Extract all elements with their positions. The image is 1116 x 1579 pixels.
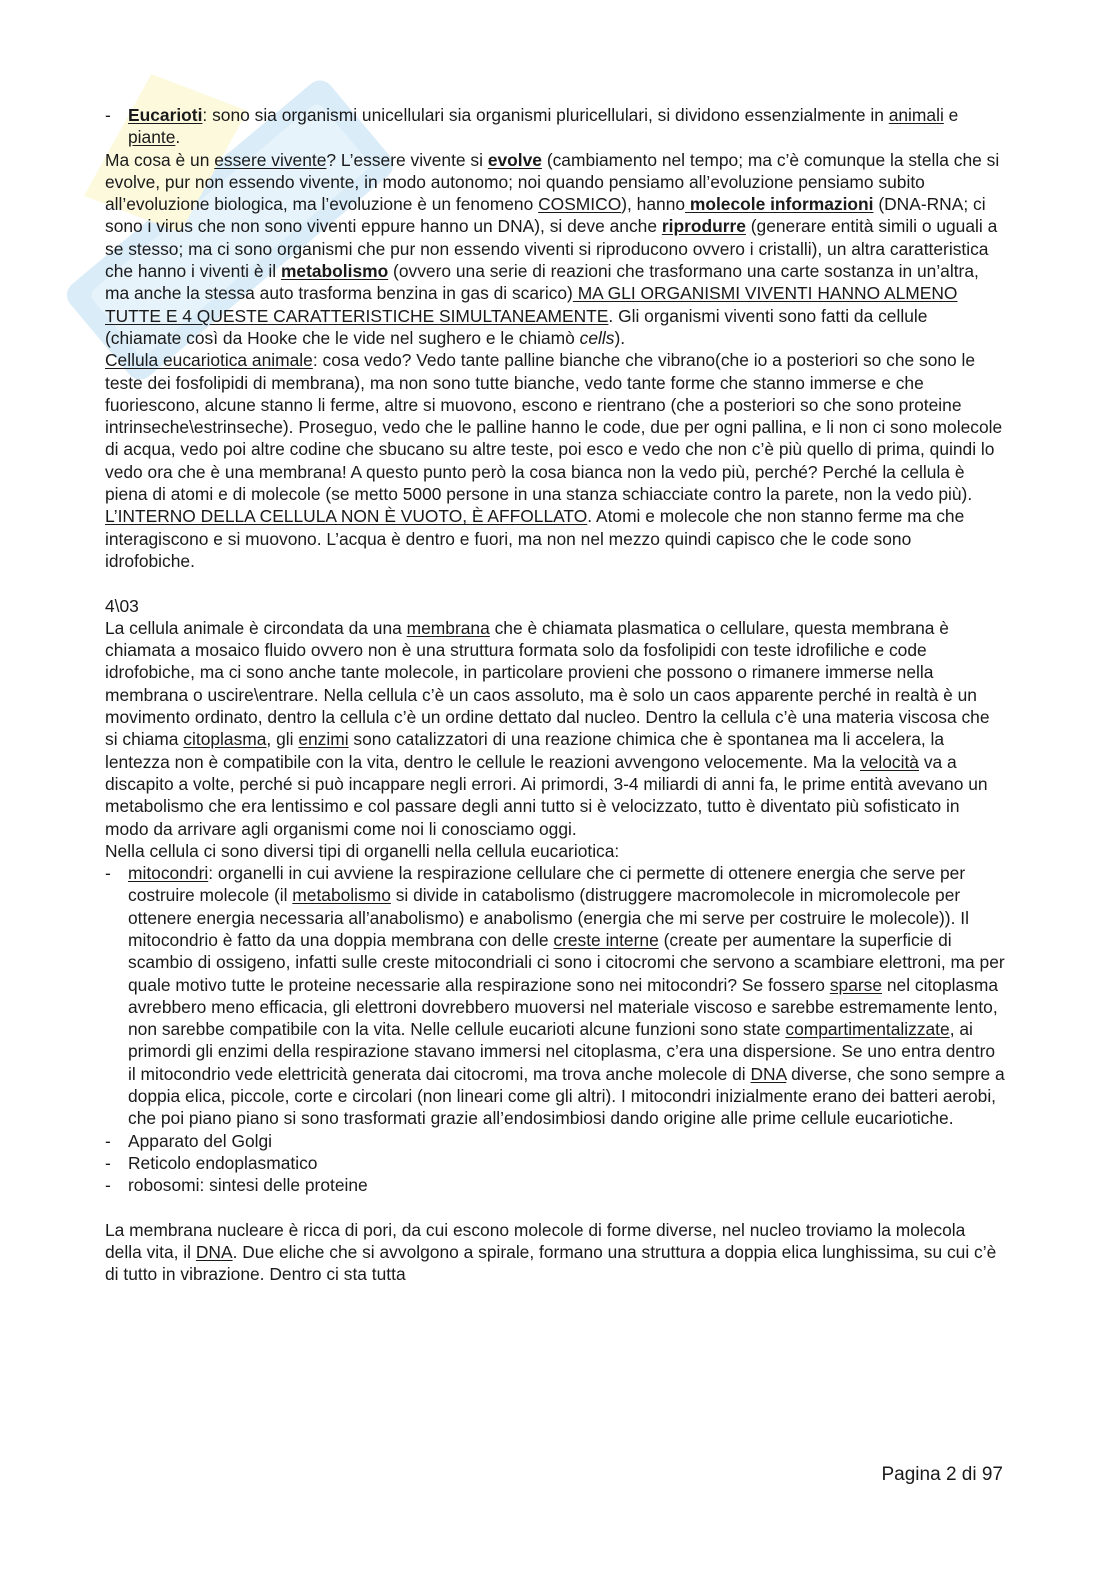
- paragraph-essere-vivente: Ma cosa è un essere vivente? L’essere vivente si evolve (cambiamento nel tempo; ma c’è comunque la stella che si evolve, pur non essendo vivente, in modo autonomo; noi quando pensiamo all’evoluzione pensiamo subito all’evoluzione biologica, ma l’evoluzione è un fenomeno COSMICO), hanno molecole informazioni (DNA-RNA; ci sono i virus che non sono viventi eppure hanno un DNA), si deve anche riprodurre (generare entità simili o uguali a se stesso; ma ci sono organismi che pur non essendo viventi si riproducono ovvero i cristalli), un altra caratteristica che hanno i viventi è il metabolismo (ovvero una serie di reazioni che trasformano una carte sostanza in un’altra, ma anche la stessa auto trasforma benzina in gas di scarico) MA GLI ORGANISMI VIVENTI HANNO ALMENO TUTTE E 4 QUESTE CARATTERISTICHE SIMULTANEAMENTE. Gli organismi viventi sono fatti da cellule (chiamate così da Hooke che le vide nel sughero e le chiamò cells).: [105, 149, 1000, 348]
- paragraph-membrana-nucleare: La membrana nucleare è ricca di pori, da cui escono molecole di forme diverse, nel nucleo troviamo la molecola della vita, il DNA. Due eliche che si avvolgono a spirale, formano una struttura a doppia elica lunghissima, su cui c’è di tutto in vibrazione. Dentro ci sta tutta: [105, 1219, 997, 1285]
- paragraph-cellula-eucariotica: Cellula eucariotica animale: cosa vedo? Vedo tante palline bianche che vibrano(che io a posteriori so che sono le teste dei fosfolipidi di membrana), ma non sono tutte bianche, vedo tante forme che stanno immerse e che fuoriescono, alcune stanno li ferme, altre si muovono, escono e rientrano (che a posteriori so che sono proteine intrinseche\estrinseche). Proseguo, vedo che le palline hanno le code, due per ogni pallina, e li non ci sono molecole di acqua, vedo poi altre codine che sbucano su altre teste, poi esco e vedo che non c’è più quello di prima, quindi lo vedo ora che è una membrana! A questo punto però la cosa bianca non la vedo più, perché? Perché la cellula è piena di atomi e di molecole (se metto 5000 persone in una stanza schiacciate contro la parete, non la vedo più). L’INTERNO DELLA CELLULA NON È VUOTO, È AFFOLLATO. Atomi e molecole che non stanno ferme ma che interagiscono e si muovono. L’acqua è dentro e fuori, ma non nel mezzo quindi capisco che le code sono idrofobiche.: [105, 350, 1003, 571]
- bullet-dash: -: [105, 1130, 111, 1151]
- paragraph-organelli-intro: Nella cellula ci sono diversi tipi di organelli nella cellula eucariotica:: [105, 840, 620, 861]
- spacer: [105, 572, 1005, 594]
- date-heading: 4\03: [105, 595, 139, 616]
- list-item-eucarioti: - Eucarioti: sono sia organismi unicellulari sia organismi pluricellulari, si dividono essenzialmente in animali e piante.: [105, 105, 959, 148]
- term-eucarioti: Eucarioti: [128, 105, 203, 125]
- page-number: Pagina 2 di 97: [881, 1464, 1003, 1485]
- list-item-reticolo: - Reticolo endoplasmatico: [105, 1152, 318, 1173]
- list-item-ribosomi: - robosomi: sintesi delle proteine: [105, 1175, 368, 1196]
- list-item-golgi: - Apparato del Golgi: [105, 1130, 273, 1151]
- bullet-dash: -: [105, 1175, 111, 1196]
- bullet-dash: -: [105, 105, 111, 125]
- document-body: [105, 104, 1005, 1286]
- spacer: [105, 1197, 1005, 1219]
- bullet-dash: -: [105, 863, 111, 884]
- paragraph-membrana: La cellula animale è circondata da una membrana che è chiamata plasmatica o cellulare, questa membrana è chiamata a mosaico fluido ovvero non è una struttura formata solo da fosfolipidi con teste idrofiliche e code idrofobiche, ma ci sono anche tante molecole, in particolare provieni che possono o rimanere immerse nella membrana o uscire\entrare. Nella cellula c’è un caos assoluto, ma è solo un caos apparente perché in realtà è un movimento ordinato, dentro la cellula c’è un ordine dettato dal nucleo. Dentro la cellula c’è una materia viscosa che si chiama citoplasma, gli enzimi sono catalizzatori di una reazione chimica che è spontanea ma li accelera, la lentezza non è compatibile con la vita, dentro le cellule le reazioni avvengono velocemente. Ma la velocità va a discapito a volte, perché si può incappare negli errori. Ai primordi, 3-4 miliardi di anni fa, le prime entità avevano un metabolismo che era lentissimo e col passare degli anni tutto si è velocizzato, tutto è diventato più sofisticato in modo da arrivare agli organismi come noi li conosciamo oggi.: [105, 617, 990, 839]
- list-item-mitocondri: - mitocondri: organelli in cui avviene la respirazione cellulare che ci permette di ottenere energia che serve per costruire molecole (il metabolismo si divide in catabolismo (distruggere macromolecole in micromolecole per ottenere energia necessaria all’anabolismo) e anabolismo (energia che mi serve per costruire le molecole)). Il mitocondrio è fatto da una doppia membrana con delle creste interne (create per aumentare la superficie di scambio di ossigeno, infatti sulle creste mitocondriali ci sono i citocromi che servono a scambiare elettroni, ma per quale motivo tutte le proteine necessarie alla respirazione sono nei mitocondri? Se fossero sparse nel citoplasma avrebbero meno efficacia, gli elettroni dovrebbero muoversi nel materiale viscoso e sarebbe estremamente lento, non sarebbe compatibile con la vita. Nelle cellule eucarioti alcune funzioni sono state compartimentalizzate, ai primordi gli enzimi della respirazione stavano immersi nel citoplasma, c’era una dispersione. Se uno entra dentro il mitocondrio vede elettricità generata dai citocromi, ma trova anche molecole di DNA diverse, che sono sempre a doppia elica, piccole, corte e circolari (non lineari come gli altri). I mitocondri inizialmente erano dei batteri aerobi, che poi piano piano si sono trasformati grazie all’endosimbiosi dando origine alle prime cellule eucariotiche.: [105, 863, 1005, 1129]
- bullet-dash: -: [105, 1152, 111, 1173]
